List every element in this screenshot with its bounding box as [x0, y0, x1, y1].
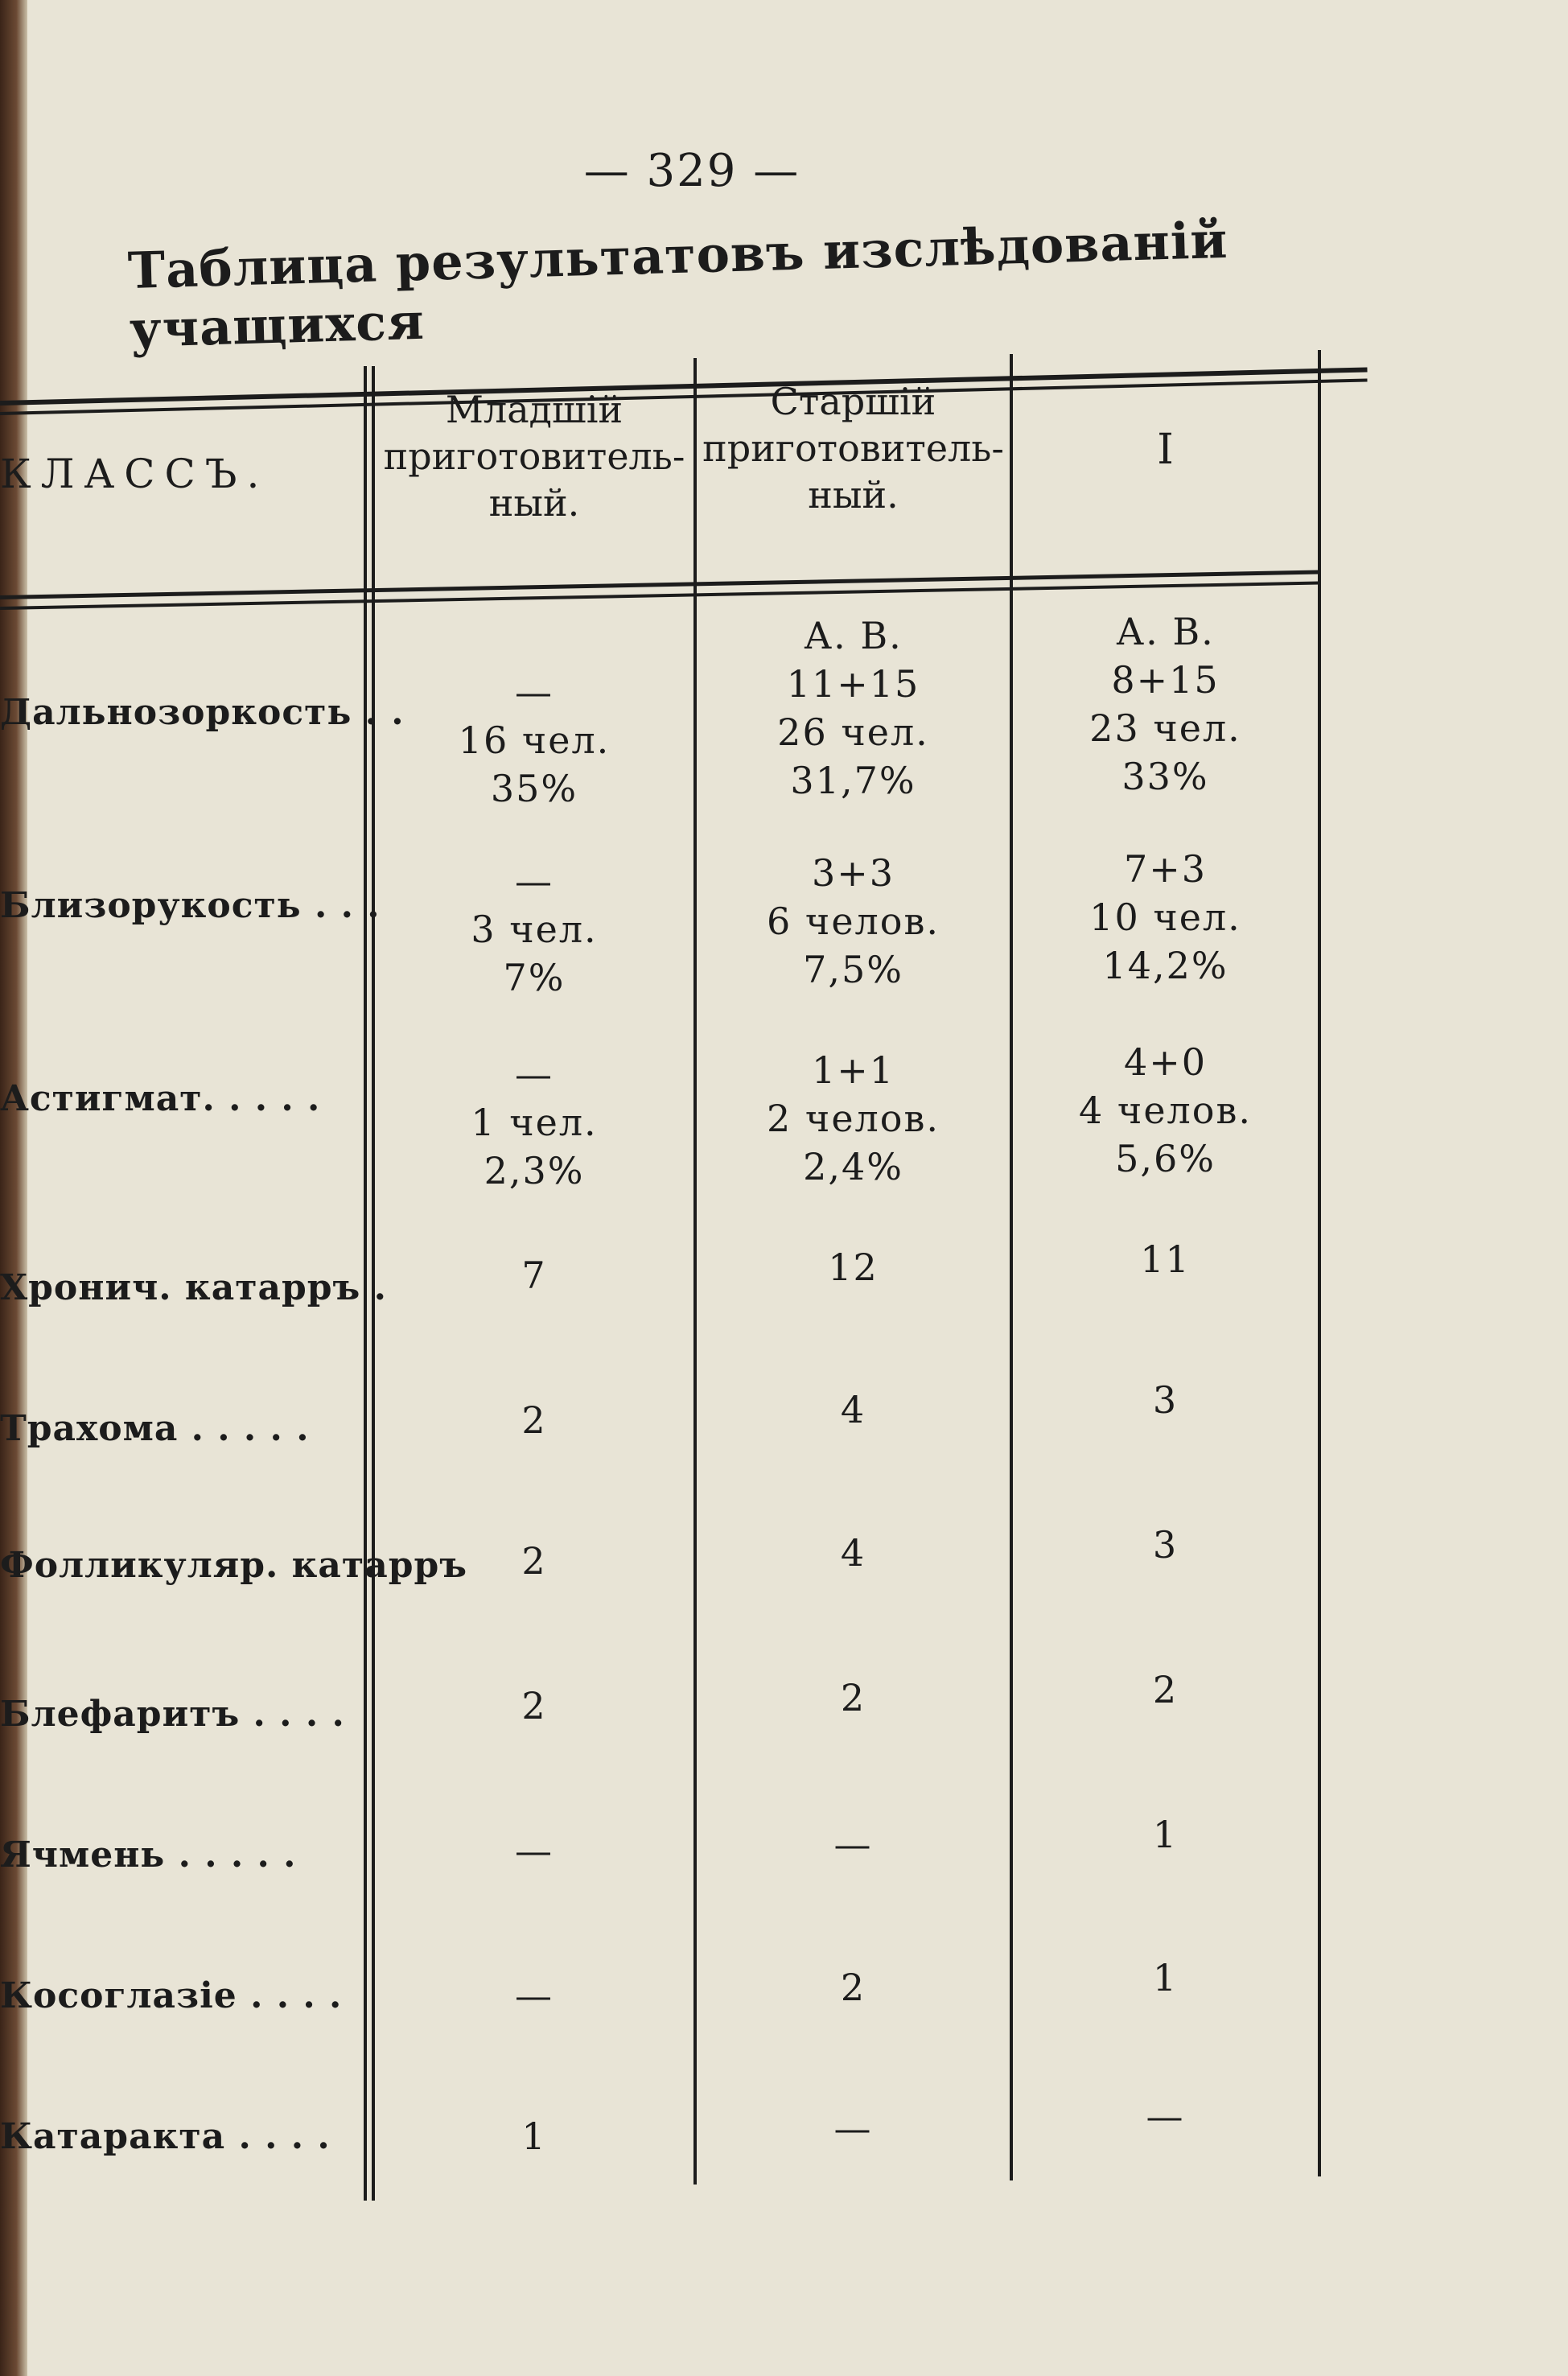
cell-line: —: [515, 859, 554, 903]
cell-line: 31,7%: [790, 759, 916, 802]
row-label-trachoma: Трахома . . . . .: [0, 1408, 310, 1449]
header-column-3: [1013, 426, 1318, 473]
page-title: Таблица результатовъ изслѣдованій учащихся: [126, 210, 1229, 359]
cell-line: 8+15: [1111, 658, 1220, 702]
cell-follicular-catarrh-col1: 2: [521, 1539, 547, 1583]
cell-cataract-col2: —: [833, 2106, 873, 2150]
cell-stye-col3: 1: [1152, 1813, 1179, 1856]
header-column-1-line1: Младшій: [445, 388, 623, 431]
row-label-farsightedness: Дальнозоркость . .: [0, 692, 405, 733]
row-label-cataract: Катаракта . . . .: [0, 2116, 331, 2157]
cell-blepharitis-col3: 2: [1152, 1668, 1179, 1711]
row-label-strabismus: Косоглазіе . . . .: [0, 1975, 343, 2016]
cell-stye-col2: —: [833, 1822, 873, 1866]
cell-line: —: [515, 670, 554, 714]
cell-line: 1 чел.: [471, 1101, 598, 1144]
cell-line: 2,4%: [803, 1145, 903, 1188]
header-column-1: [375, 386, 693, 526]
cell-line: 26 чел.: [777, 710, 929, 754]
cell-line: 5,6%: [1115, 1137, 1216, 1180]
cell-line: 2 челов.: [767, 1097, 940, 1140]
cell-line: 1+1: [811, 1048, 895, 1092]
header-column-1-line3: ный.: [488, 481, 580, 525]
cell-line: —: [515, 1052, 554, 1096]
row-label-follicular-catarrh: Фолликуляр. катарръ: [0, 1545, 467, 1586]
cell-line: 35%: [490, 767, 578, 810]
cell-line: 2,3%: [484, 1149, 585, 1192]
cell-trachoma-col2: 4: [840, 1388, 866, 1431]
cell-chronic-catarrh-col3: 11: [1140, 1237, 1191, 1281]
cell-astigmatism-col3: [1013, 1038, 1318, 1183]
cell-strabismus-col1: —: [515, 1974, 554, 2017]
cell-line: 7,5%: [803, 948, 903, 991]
cell-astigmatism-col1: [375, 1050, 693, 1195]
cell-line: 11+15: [786, 662, 920, 706]
header-column-1-line2: приготовитель-: [383, 434, 685, 478]
row-label-astigmatism: Астигмат. . . . .: [0, 1078, 321, 1119]
cell-stye-col1: —: [515, 1829, 554, 1872]
cell-farsightedness-col3: [1013, 607, 1318, 801]
cell-line: 4 челов.: [1079, 1089, 1252, 1132]
page-number: — 329 —: [583, 145, 800, 197]
cell-line: 10 чел.: [1089, 896, 1241, 939]
cell-strabismus-col2: 2: [840, 1966, 866, 2009]
cell-astigmatism-col2: [697, 1046, 1010, 1191]
cell-blepharitis-col1: 2: [521, 1684, 547, 1727]
cell-line: А. В.: [1116, 610, 1215, 653]
cell-follicular-catarrh-col2: 4: [840, 1531, 866, 1575]
cell-line: 7+3: [1123, 847, 1208, 891]
cell-myopia-col2: [697, 849, 1010, 994]
cell-chronic-catarrh-col1: 7: [521, 1254, 547, 1297]
cell-follicular-catarrh-col3: 3: [1152, 1523, 1179, 1567]
header-column-2-line1: Старшій: [770, 380, 936, 423]
cell-line: 23 чел.: [1089, 706, 1241, 750]
header-column-2-line3: ный.: [808, 473, 899, 517]
cell-line: 14,2%: [1102, 944, 1228, 987]
cell-chronic-catarrh-col2: 12: [828, 1246, 879, 1289]
header-column-2-line2: приготовитель-: [702, 426, 1004, 470]
cell-line: 3+3: [811, 851, 895, 895]
cell-farsightedness-col1: [375, 620, 693, 813]
cell-line: 7%: [503, 956, 566, 999]
cell-line: 6 челов.: [767, 900, 940, 943]
column-divider-4: [1318, 350, 1321, 2176]
cell-line: 4+0: [1123, 1040, 1208, 1084]
cell-blepharitis-col2: 2: [840, 1676, 866, 1719]
cell-line: А. В.: [804, 614, 903, 657]
cell-line: 16 чел.: [458, 719, 611, 762]
cell-line: 3 чел.: [471, 908, 598, 951]
cell-myopia-col1: [375, 857, 693, 1002]
row-label-chronic-catarrh: Хронич. катарръ .: [0, 1267, 387, 1308]
cell-myopia-col3: [1013, 845, 1318, 990]
header-column-3-line1: I: [1157, 426, 1174, 474]
cell-cataract-col3: —: [1146, 2094, 1185, 2138]
cell-trachoma-col3: 3: [1152, 1378, 1179, 1422]
cell-line: [375, 620, 693, 668]
book-spine-edge: [0, 0, 27, 2376]
header-column-2: [697, 378, 1010, 518]
cell-strabismus-col3: 1: [1152, 1956, 1179, 1999]
cell-cataract-col1: 1: [521, 2115, 547, 2158]
row-label-blepharitis: Блефаритъ . . . .: [0, 1694, 345, 1735]
cell-farsightedness-col2: [697, 612, 1010, 805]
cell-trachoma-col1: 2: [521, 1398, 547, 1442]
cell-line: 33%: [1121, 755, 1209, 798]
row-label-myopia: Близорукость . . .: [0, 885, 381, 926]
header-class-label: КЛАССЪ.: [0, 451, 270, 497]
row-label-stye: Ячмень . . . . .: [0, 1835, 297, 1876]
